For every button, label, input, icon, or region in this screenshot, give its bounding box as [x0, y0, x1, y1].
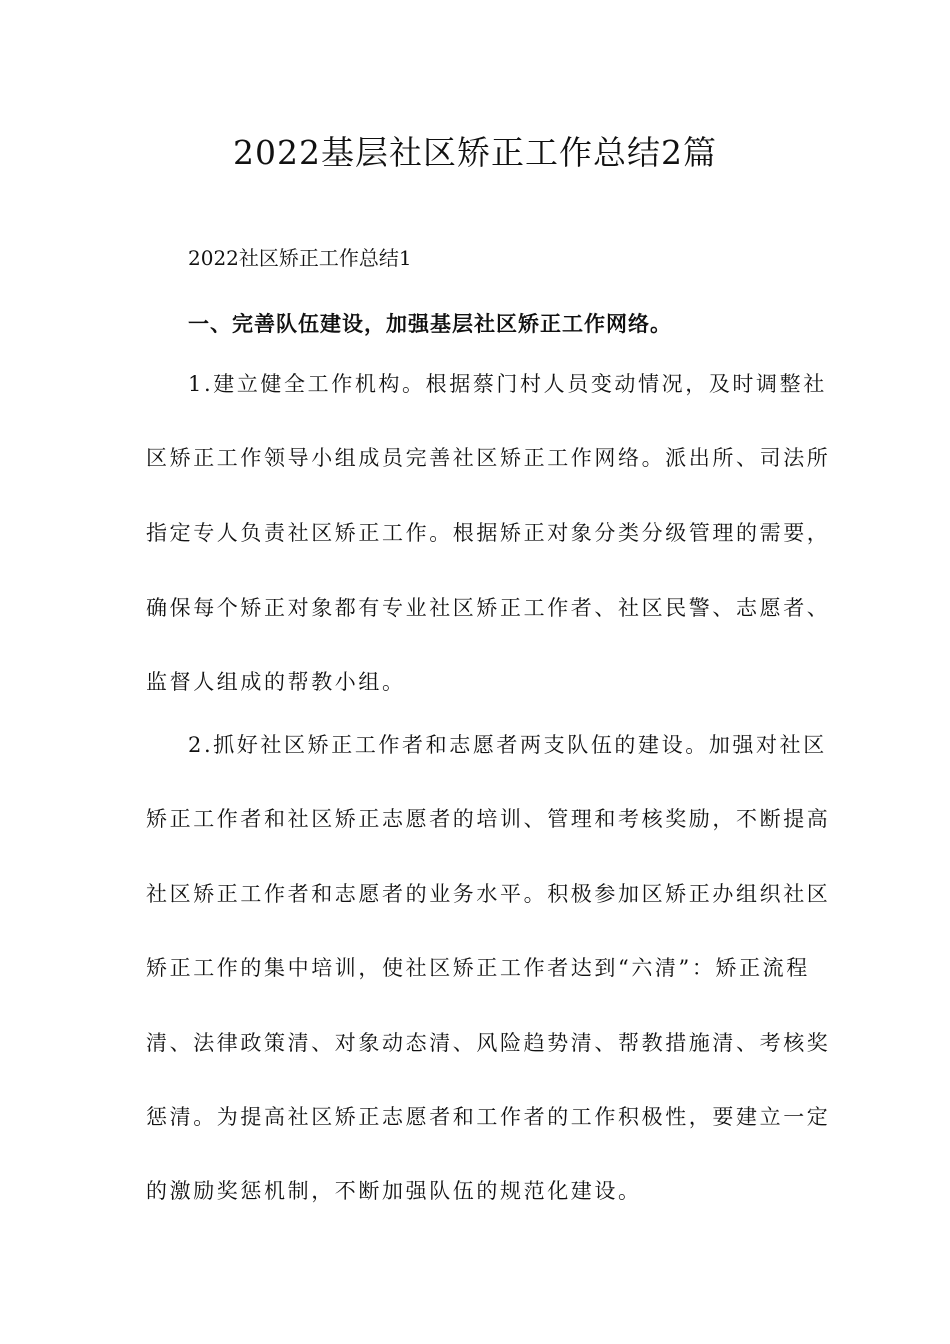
paragraph-line: 社区矫正工作者和志愿者的业务水平。积极参加区矫正办组织社区 — [146, 882, 831, 906]
paragraph-line: 监督人组成的帮教小组。 — [146, 670, 406, 694]
paragraph-line: 区矫正工作领导小组成员完善社区矫正工作网络。派出所、司法所 — [146, 446, 831, 470]
paragraph-line: 矫正工作的集中培训，使社区矫正工作者达到“六清”：矫正流程 — [146, 956, 810, 980]
document-title: 2022基层社区矫正工作总结2篇 — [233, 133, 717, 172]
paragraph-line: 确保每个矫正对象都有专业社区矫正工作者、社区民警、志愿者、 — [146, 596, 831, 620]
paragraph-line: 1.建立健全工作机构。根据蔡门村人员变动情况，及时调整社 — [188, 372, 827, 396]
paragraph-line: 矫正工作者和社区矫正志愿者的培训、管理和考核奖励，不断提高 — [146, 807, 831, 831]
paragraph-line: 指定专人负责社区矫正工作。根据矫正对象分类分级管理的需要， — [146, 521, 831, 545]
section-heading: 一、完善队伍建设，加强基层社区矫正工作网络。 — [188, 311, 672, 336]
paragraph-line: 惩清。为提高社区矫正志愿者和工作者的工作积极性，要建立一定 — [146, 1105, 831, 1129]
paragraph-line: 的激励奖惩机制，不断加强队伍的规范化建设。 — [146, 1179, 642, 1203]
paragraph-line: 清、法律政策清、对象动态清、风险趋势清、帮教措施清、考核奖 — [146, 1031, 831, 1055]
paragraph-line: 2.抓好社区矫正工作者和志愿者两支队伍的建设。加强对社区 — [188, 733, 827, 757]
document-subtitle: 2022社区矫正工作总结1 — [188, 246, 412, 270]
